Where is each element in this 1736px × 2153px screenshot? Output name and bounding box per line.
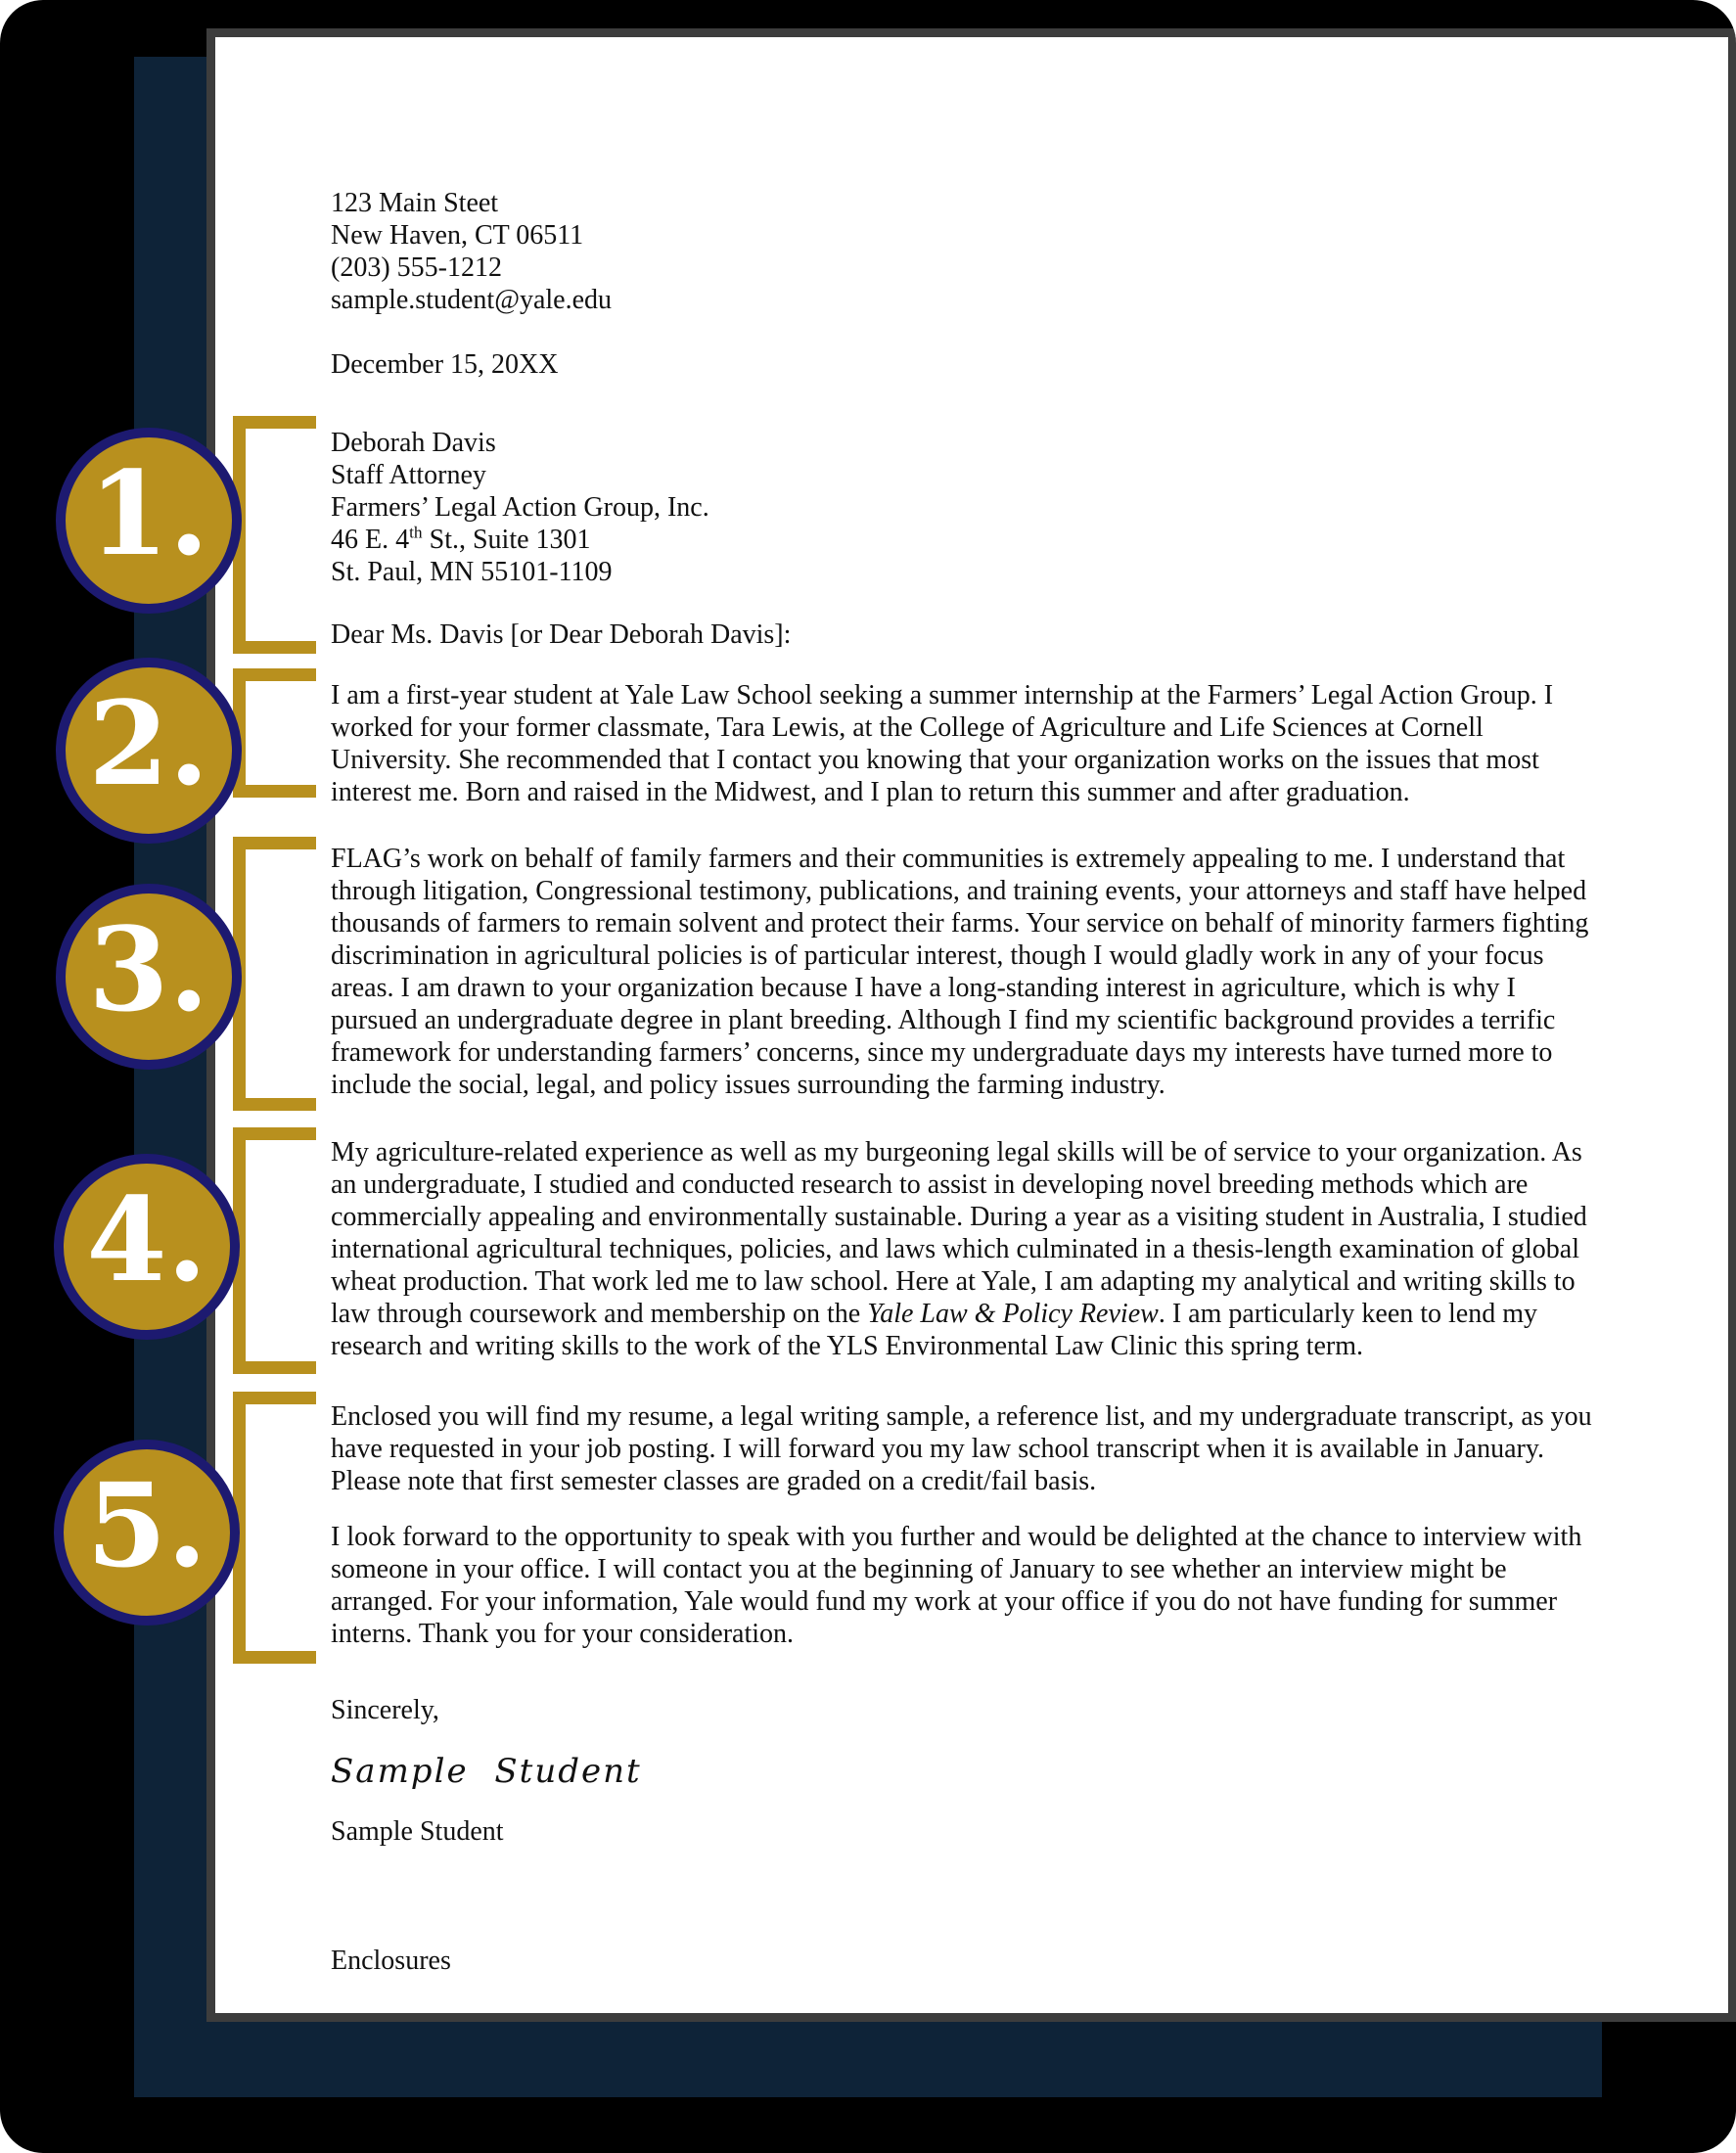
step-badge-1 [56,428,242,614]
sender-phone: (203) 555-1212 [331,252,502,283]
recipient-city: St. Paul, MN 55101-1109 [331,557,613,587]
step-badge-2 [56,658,242,844]
recipient-organization: Farmers’ Legal Action Group, Inc. [331,492,709,523]
sender-street: 123 Main Steet [331,188,499,218]
step-badge-4 [54,1154,240,1340]
body-paragraph-1: I am a first-year student at Yale Law School seeking a summer internship at the Farmers’ Legal Action Group. I worked for your former classmate, Tara Lewis, at the College of Agriculture and Life Sciences at Cornell University. She recommended that I contact you knowing that your organization works on the issues that most interest me. Born and raised in the Midwest, and I plan to return this summer and after graduation. [331,680,1554,807]
section-bracket-3 [233,837,316,1111]
typed-signature-name: Sample Student [331,1816,504,1847]
journal-title-italic: Yale Law & Policy Review [867,1299,1159,1329]
step-number-5: 5. [86,1457,207,1593]
letter-content [331,187,1605,1977]
step-badge-3 [56,884,242,1070]
sender-address-block [331,187,1605,316]
step-badge-5 [54,1440,240,1626]
salutation-line: Dear Ms. Davis [or Dear Deborah Davis]: [331,619,792,650]
section-bracket-1 [233,416,316,654]
enclosures-line: Enclosures [331,1946,451,1976]
section-bracket-4 [233,1127,316,1374]
body-paragraph-4: Enclosed you will find my resume, a legal writing sample, a reference list, and my undergraduate transcript, as you have requested in your job posting. I will forward you my law school transcript when it is available in January. Please note that first semester classes are graded on a credit/fail basis. [331,1401,1592,1496]
recipient-address-block [331,427,1605,588]
sender-email: sample.student@yale.edu [331,285,613,315]
recipient-title: Staff Attorney [331,460,486,490]
recipient-name: Deborah Davis [331,428,496,458]
step-number-1: 1. [88,445,209,581]
handwritten-signature: Sample Student [331,1752,642,1791]
section-bracket-2 [233,668,316,798]
step-number-3: 3. [88,901,209,1037]
paragraph-3-text-end: . I am particularly keen to lend my research and writing skills to the work of the YLS Environmental Law Clinic this spring term. [331,1299,1538,1361]
recipient-street-number: 46 E. 4 [331,525,410,555]
cover-letter-page [206,28,1736,2022]
closing-line: Sincerely, [331,1695,439,1725]
date-line: December 15, 20XX [331,349,559,380]
body-paragraph-2: FLAG’s work on behalf of family farmers and their communities is extremely appealing to me. I understand that through litigation, Congressional testimony, publications, and training events, your attorneys and staff have helped thousands of farmers to remain solvent and protect their farms. Your service on behalf of minority farmers fighting discrimination in agricultural policies is of particular interest, though I would gladly work in any of your focus areas. I am drawn to your organization because I have a long-standing interest in agriculture, which is why I pursued an undergraduate degree in plant breeding. Although I find my scientific background provides a terrific framework for understanding farmers’ concerns, since my undergraduate days my interests have turned more to include the social, legal, and policy issues surrounding the farming industry. [331,844,1589,1100]
step-number-4: 4. [86,1171,207,1307]
body-paragraph-3 [331,1136,1605,1362]
body-paragraph-5: I look forward to the opportunity to speak with you further and would be delighted at the chance to interview with someone in your office. I will contact you at the beginning of January to see whether an interview might be arranged. For your information, Yale would fund my work at your office if you do not have funding for summer interns. Thank you for your consideration. [331,1522,1582,1649]
section-bracket-5 [233,1392,316,1664]
recipient-street [331,524,1605,556]
paragraph-3-text: My agriculture-related experience as well as my burgeoning legal skills will be of service to your organization. As an undergraduate, I studied and conducted research to assist in developing novel breeding methods which are commercially appealing and environmentally sustainable. During a year as a visiting student in Australia, I studied international agricultural techniques, policies, and laws which culminated in a thesis-length examination of global wheat production. That work led me to law school. Here at Yale, I am adapting my analytical and writing skills to law through coursework and membership on the [331,1137,1587,1329]
recipient-street-suite: St., Suite 1301 [422,525,591,555]
recipient-street-ordinal: th [409,523,423,542]
step-number-2: 2. [88,675,209,811]
sender-city: New Haven, CT 06511 [331,220,584,251]
